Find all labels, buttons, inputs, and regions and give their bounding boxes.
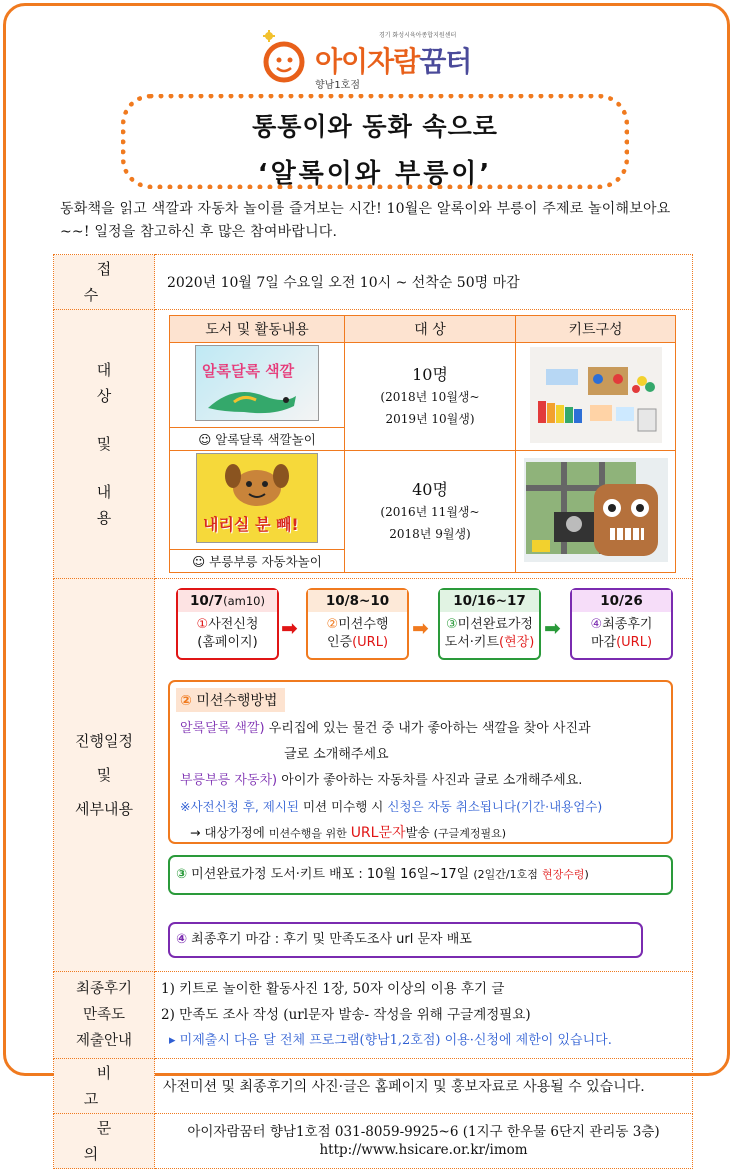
book-cover-1	[170, 343, 345, 428]
flyer	[3, 3, 730, 1163]
reception-row	[54, 255, 693, 310]
book-cover-image-2: 내리실 분 빼!	[196, 453, 318, 543]
step-2: 10/8~10 ②미션수행 인증(URL)	[306, 588, 409, 660]
target-label: 대 상 및 내 용	[54, 310, 155, 579]
target-row-2	[170, 451, 676, 550]
header-kit: 키트구성	[516, 316, 676, 343]
color-kit-image	[530, 347, 662, 443]
schedule-row	[54, 579, 693, 972]
car-kit-image	[524, 458, 668, 562]
info-table	[53, 254, 693, 1169]
target-header-row	[170, 316, 676, 343]
mission-body: 알록달록 색깔) 우리집에 있는 물건 중 내가 좋아하는 색깔을 찾아 사진과 글로 소개해주세요 부릉부릉 자동차) 아이가 좋아하는 자동차를 사진과 글로 소개해주세요. ※사전신청 후, 제시된 미션 미수행 시 신청은 자동 취소됩니다(기간·내용엄수) → 대상가정에 미션수행을 위한 URL문자발송 (구글계정필요)	[180, 721, 603, 841]
kit-photo-2	[516, 451, 676, 573]
book-caption-1: ☺ 알록달록 색깔놀이	[170, 428, 345, 451]
contact-url[interactable]: http://www.hsicare.or.kr/imom	[319, 1142, 528, 1158]
step-1: 10/7(am10) ①사전신청 (홈페이지)	[176, 588, 279, 660]
review-content: 1) 키트로 놀이한 활동사진 1장, 50자 이상의 이용 후기 글 2) 만족도 조사 작성 (url문자 발송- 작성을 위해 구글계정필요) ▸ 미제출시 다음 달 전체 프로그램(향남1,2호점) 이용·신청에 제한이 있습니다.	[155, 972, 693, 1059]
distribution-box: ③ 미션완료가정 도서·키트 배포 : 10월 16일~17일 (2일간/1호점 현장수령)	[168, 855, 673, 895]
target-content	[155, 310, 693, 579]
target-row	[54, 310, 693, 579]
arrow-icon: ➡	[281, 616, 298, 640]
contact-row	[54, 1114, 693, 1169]
title-line2: ‘알록이와 부릉이’	[257, 159, 493, 189]
final-review-box: ④ 최종후기 마감 : 후기 및 만족도조사 url 문자 배포	[168, 922, 643, 958]
title-line1: 통통이와 동화 속으로	[252, 112, 498, 141]
intro-text: 동화책을 읽고 색깔과 자동차 놀이를 즐겨보는 시간! 10월은 알록이와 부릉이 주제로 놀이해보아요~~! 일정을 참고하신 후 많은 참여바랍니다.	[60, 201, 671, 240]
arrow-icon: ➡	[412, 616, 429, 640]
note-row	[54, 1059, 693, 1114]
title-box	[121, 94, 629, 189]
logo-name: 아이자람꿈터	[315, 45, 472, 78]
book-cover-2	[170, 451, 345, 550]
step-3: 10/16~17 ③미션완료가정 도서·키트(현장)	[438, 588, 541, 660]
note-label: 비 고	[54, 1059, 155, 1114]
step-4: 10/26 ④최종후기 마감(URL)	[570, 588, 673, 660]
review-label: 최종후기 만족도 제출안내	[54, 972, 155, 1059]
logo-branch: 향남1호점	[315, 80, 361, 91]
header-target: 대 상	[345, 316, 516, 343]
review-row	[54, 972, 693, 1059]
target-table	[169, 315, 676, 573]
target-age-1: 10명 (2018년 10월생~ 2019년 10월생)	[345, 343, 516, 451]
logo	[259, 26, 499, 90]
header-book: 도서 및 활동내용	[170, 316, 345, 343]
mission-title: ② 미션수행방법	[176, 688, 285, 712]
logo-emblem-icon	[259, 28, 309, 84]
schedule-label: 진행일정 및 세부내용	[54, 579, 155, 972]
kit-photo-1	[516, 343, 676, 451]
arrow-icon: ➡	[544, 616, 561, 640]
contact-label: 문 의	[54, 1114, 155, 1169]
chameleon-icon	[204, 382, 300, 416]
schedule-content	[155, 579, 693, 972]
dog-icon	[219, 458, 295, 506]
reception-label: 접 수	[54, 255, 155, 310]
reception-value: 2020년 10월 7일 수요일 오전 10시 ~ 선착순 50명 마감	[155, 255, 693, 310]
mission-box	[168, 680, 673, 844]
target-age-2: 40명 (2016년 11월생~ 2018년 9월생)	[345, 451, 516, 573]
logo-org: 경기 화성시육아종합지원센터	[379, 32, 457, 39]
book-caption-2: ☺ 부릉부릉 자동차놀이	[170, 550, 345, 573]
target-row-1	[170, 343, 676, 428]
note-text: 사전미션 및 최종후기의 사진·글은 홈페이지 및 홍보자료로 사용될 수 있습니다.	[155, 1059, 693, 1114]
book-cover-image: 알록달록 색깔	[195, 345, 319, 421]
contact-content: 아이자람꿈터 향남1호점 031-8059-9925~6 (1지구 한우물 6단지 관리동 3층) http://www.hsicare.or.kr/imom	[155, 1114, 693, 1169]
